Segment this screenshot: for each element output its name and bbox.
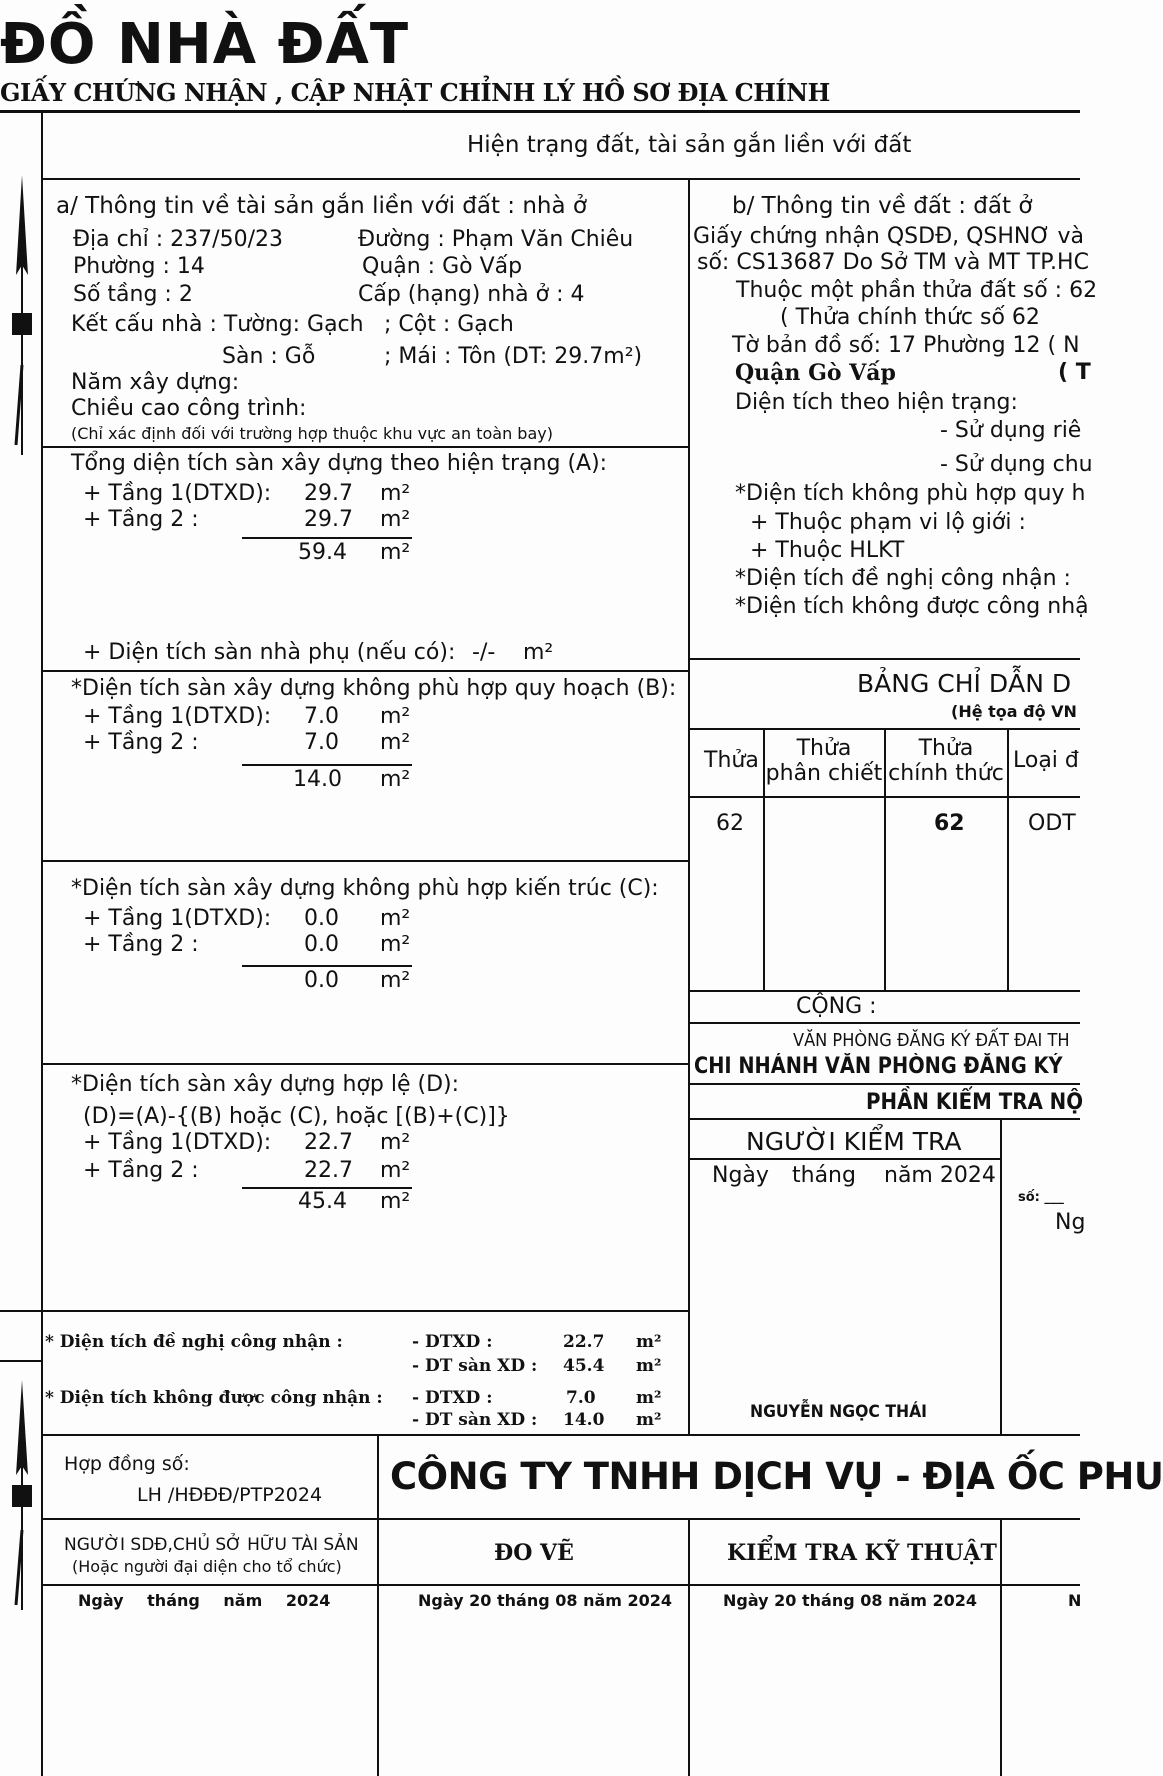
rule-total-top bbox=[688, 990, 1080, 992]
date-fragment-n: N bbox=[1068, 1591, 1082, 1610]
b-floor2-label: + Tầng 2 : bbox=[83, 730, 199, 755]
total-row: CỘNG : bbox=[796, 994, 877, 1019]
inspector-day: Ngày bbox=[712, 1163, 769, 1188]
asset-info-title: a/ Thông tin về tài sản gắn liền với đất : nhà ở bbox=[56, 193, 587, 219]
b-floor1-label: + Tầng 1(DTXD): bbox=[83, 704, 272, 729]
unit: m² bbox=[380, 730, 411, 755]
structure: Kết cấu nhà : Tường: Gạch bbox=[71, 312, 364, 337]
b-floor1-value: 7.0 bbox=[304, 704, 339, 729]
sum-line-c bbox=[242, 965, 412, 967]
not-fit-planning: *Diện tích không phù hợp quy h bbox=[735, 481, 1086, 506]
a-floor2-value: 29.7 bbox=[304, 507, 353, 532]
floors: Số tầng : 2 bbox=[73, 282, 193, 307]
rule-rec bbox=[0, 1310, 688, 1312]
reg-number: số: ___ bbox=[1018, 1190, 1064, 1205]
unit: m² bbox=[380, 540, 411, 565]
roof: ; Mái : Tôn (DT: 29.7m²) bbox=[384, 344, 643, 369]
footer-divider-3 bbox=[1000, 1518, 1002, 1776]
right-district-paren: ( T bbox=[1058, 360, 1091, 385]
unit: m² bbox=[380, 481, 411, 506]
notrec-dtxd-value: 7.0 bbox=[566, 1388, 596, 1408]
inspector-month: tháng bbox=[792, 1163, 856, 1188]
auxiliary-area-value: -/- bbox=[472, 640, 496, 665]
unit: m² bbox=[380, 968, 411, 993]
c-floor2-label: + Tầng 2 : bbox=[83, 932, 199, 957]
road-boundary: + Thuộc phạm vi lộ giới : bbox=[750, 510, 1026, 535]
rule-under-section bbox=[41, 178, 1080, 180]
rule-d bbox=[41, 1063, 688, 1065]
unit: m² bbox=[380, 1189, 411, 1214]
office-line-3: PHẦN KIỂM TRA NỘ bbox=[866, 1090, 1084, 1115]
rule-footer-dates bbox=[41, 1584, 1080, 1586]
b-floor2-value: 7.0 bbox=[304, 730, 339, 755]
inspector-divider bbox=[1000, 1118, 1002, 1434]
a-floor1-value: 29.7 bbox=[304, 481, 353, 506]
col-parcel: Thửa bbox=[704, 748, 759, 773]
parcel-part: Thuộc một phần thửa đất số : 62 bbox=[736, 278, 1098, 303]
rule-b bbox=[41, 670, 688, 672]
unit: m² bbox=[636, 1388, 662, 1408]
notrec-dtxd-label: - DTXD : bbox=[412, 1388, 493, 1408]
column: ; Cột : Gạch bbox=[384, 312, 514, 337]
survey-title: ĐO VẼ bbox=[494, 1540, 574, 1566]
company-name: CÔNG TY TNHH DỊCH VỤ - ĐỊA ỐC PHU bbox=[390, 1455, 1163, 1498]
c-floor2-value: 0.0 bbox=[304, 932, 339, 957]
unit: m² bbox=[380, 1158, 411, 1183]
c-floor1-value: 0.0 bbox=[304, 906, 339, 931]
check-date: Ngày 20 tháng 08 năm 2024 bbox=[723, 1591, 978, 1610]
contract-number: LH /HĐĐĐ/PTP2024 bbox=[137, 1484, 323, 1506]
left-border bbox=[41, 112, 43, 1776]
unit: m² bbox=[636, 1410, 662, 1430]
rule-footer-mid bbox=[41, 1518, 1080, 1520]
document-title: ĐỒ NHÀ ĐẤT bbox=[0, 12, 410, 77]
rec-dtxd-value: 22.7 bbox=[563, 1332, 605, 1352]
unit: m² bbox=[380, 1130, 411, 1155]
d-title: *Diện tích sàn xây dựng hợp lệ (D): bbox=[71, 1072, 460, 1097]
index-table-title: BẢNG CHỈ DẪN D bbox=[857, 669, 1072, 698]
right-district: Quận Gò Vấp bbox=[735, 360, 896, 386]
date-fragment: Ng bbox=[1055, 1210, 1086, 1235]
col-sub-parcel-a: Thửa bbox=[796, 736, 852, 761]
table-col-3 bbox=[1007, 728, 1009, 991]
notrec-dtsan-value: 14.0 bbox=[563, 1410, 605, 1430]
col-main-parcel-b: chính thức bbox=[888, 761, 1004, 786]
rule-inspector bbox=[688, 1158, 1000, 1160]
owner-subtitle: (Hoặc người đại diện cho tổ chức) bbox=[72, 1557, 342, 1576]
row-parcel: 62 bbox=[716, 811, 744, 836]
d-floor1-label: + Tầng 1(DTXD): bbox=[83, 1130, 272, 1155]
d-floor2-label: + Tầng 2 : bbox=[83, 1158, 199, 1183]
rec-dtsan-value: 45.4 bbox=[563, 1356, 605, 1376]
floor-material: Sàn : Gỗ bbox=[222, 344, 316, 369]
land-info-title: b/ Thông tin về đất : đất ở bbox=[732, 193, 1033, 219]
sum-line-b bbox=[242, 764, 412, 766]
build-year: Năm xây dựng: bbox=[71, 370, 240, 395]
contract-label: Hợp đồng số: bbox=[64, 1453, 190, 1475]
private-use: - Sử dụng riê bbox=[940, 418, 1082, 443]
shared-use: - Sử dụng chu bbox=[940, 452, 1093, 477]
c-title: *Diện tích sàn xây dựng không phù hợp kiến trúc (C): bbox=[71, 876, 659, 901]
rule-total-bottom bbox=[688, 1022, 1080, 1024]
inspector-title: NGƯỜI KIỂM TRA bbox=[746, 1127, 962, 1156]
index-table-subtitle: (Hệ tọa độ VN bbox=[951, 702, 1077, 721]
a-floor2-label: + Tầng 2 : bbox=[83, 507, 199, 532]
rule-phan-kiem bbox=[688, 1118, 1080, 1120]
not-recognized-label: * Diện tích không được công nhận : bbox=[45, 1388, 383, 1408]
a-floor1-label: + Tầng 1(DTXD): bbox=[83, 481, 272, 506]
rule-table-top bbox=[688, 658, 1080, 660]
section-title: Hiện trạng đất, tài sản gắn liền với đất bbox=[467, 132, 912, 158]
rule-c bbox=[41, 860, 688, 862]
recognized-label: * Diện tích đề nghị công nhận : bbox=[45, 1332, 343, 1352]
d-floor1-value: 22.7 bbox=[304, 1130, 353, 1155]
certificate: Giấy chứng nhận QSDĐ, QSHNƠ và bbox=[693, 224, 1084, 249]
proposed-area: *Diện tích đề nghị công nhận : bbox=[735, 566, 1071, 591]
row-land-type: ODT bbox=[1028, 811, 1076, 836]
inspector-year: năm 2024 bbox=[884, 1163, 996, 1188]
not-recognized-area: *Diện tích không được công nhậ bbox=[735, 594, 1089, 619]
rule-under-subtitle bbox=[0, 110, 1080, 113]
rule-left-stub bbox=[0, 1360, 41, 1362]
footer-divider-2 bbox=[688, 1518, 690, 1776]
b-title: *Diện tích sàn xây dựng không phù hợp quy hoạch (B): bbox=[71, 676, 677, 701]
rec-dtsan-label: - DT sàn XD : bbox=[412, 1356, 538, 1376]
middle-divider bbox=[688, 178, 690, 1434]
street: Đường : Phạm Văn Chiêu bbox=[358, 227, 634, 252]
d-floor2-value: 22.7 bbox=[304, 1158, 353, 1183]
office-line-1: VĂN PHÒNG ĐĂNG KÝ ĐẤT ĐAI TH bbox=[793, 1030, 1070, 1051]
certificate-number: số: CS13687 Do Sở TM và MT TP.HC bbox=[697, 250, 1089, 275]
unit: m² bbox=[380, 932, 411, 957]
c-sum-value: 0.0 bbox=[304, 968, 339, 993]
area-current: Diện tích theo hiện trạng: bbox=[735, 390, 1018, 415]
notrec-dtsan-label: - DT sàn XD : bbox=[412, 1410, 538, 1430]
ward: Phường : 14 bbox=[73, 254, 205, 279]
footer-divider-1 bbox=[377, 1434, 379, 1776]
parcel-main: ( Thửa chính thức số 62 bbox=[780, 305, 1040, 330]
map-sheet: Tờ bản đồ số: 17 Phường 12 ( N bbox=[732, 333, 1080, 358]
unit: m² bbox=[380, 767, 411, 792]
unit: m² bbox=[636, 1356, 662, 1376]
height-note: (Chỉ xác định đối với trường hợp thuộc khu vực an toàn bay) bbox=[71, 424, 553, 443]
owner-title: NGƯỜI SDĐ,CHỦ SỞ HỮU TÀI SẢN bbox=[64, 1535, 359, 1555]
d-sum-value: 45.4 bbox=[298, 1189, 347, 1214]
north-arrow-icon-2 bbox=[6, 1380, 38, 1610]
auxiliary-area-label: + Diện tích sàn nhà phụ (nếu có): bbox=[83, 640, 456, 665]
col-land-type: Loại đ bbox=[1013, 748, 1079, 773]
a-sum-value: 59.4 bbox=[298, 540, 347, 565]
unit: m² bbox=[636, 1332, 662, 1352]
hlkt: + Thuộc HLKT bbox=[750, 538, 905, 563]
col-sub-parcel-b: phân chiết bbox=[765, 761, 883, 786]
address: Địa chỉ : 237/50/23 bbox=[73, 227, 283, 252]
inspector-name: NGUYỄN NGỌC THÁI bbox=[750, 1402, 927, 1422]
rule-a bbox=[41, 446, 688, 448]
technical-check-title: KIỂM TRA KỸ THUẬT bbox=[727, 1540, 997, 1566]
rec-dtxd-label: - DTXD : bbox=[412, 1332, 493, 1352]
unit: m² bbox=[380, 704, 411, 729]
rule-footer-top bbox=[41, 1434, 1080, 1436]
rule-office bbox=[688, 1083, 1080, 1085]
north-arrow-icon bbox=[6, 175, 38, 455]
document-subtitle: GIẤY CHỨNG NHẬN , CẬP NHẬT CHỈNH LÝ HỒ SƠ ĐỊA CHÍNH bbox=[0, 78, 830, 107]
district: Quận : Gò Vấp bbox=[362, 254, 523, 279]
total-area-title: Tổng diện tích sàn xây dựng theo hiện trạng (A): bbox=[71, 451, 608, 476]
office-line-2: CHI NHÁNH VĂN PHÒNG ĐĂNG KÝ bbox=[694, 1054, 1063, 1079]
unit: m² bbox=[380, 906, 411, 931]
building-height: Chiều cao công trình: bbox=[71, 396, 307, 421]
sum-line-a bbox=[242, 537, 412, 539]
survey-date: Ngày 20 tháng 08 năm 2024 bbox=[418, 1591, 673, 1610]
d-formula: (D)=(A)-{(B) hoặc (C), hoặc [(B)+(C)]} bbox=[83, 1104, 510, 1129]
b-sum-value: 14.0 bbox=[293, 767, 342, 792]
house-grade: Cấp (hạng) nhà ở : 4 bbox=[358, 282, 585, 307]
unit: m² bbox=[380, 507, 411, 532]
c-floor1-label: + Tầng 1(DTXD): bbox=[83, 906, 272, 931]
owner-date: Ngày tháng năm 2024 bbox=[78, 1591, 331, 1610]
unit: m² bbox=[523, 640, 554, 665]
row-main-parcel: 62 bbox=[934, 811, 965, 836]
col-main-parcel-a: Thửa bbox=[918, 736, 974, 761]
